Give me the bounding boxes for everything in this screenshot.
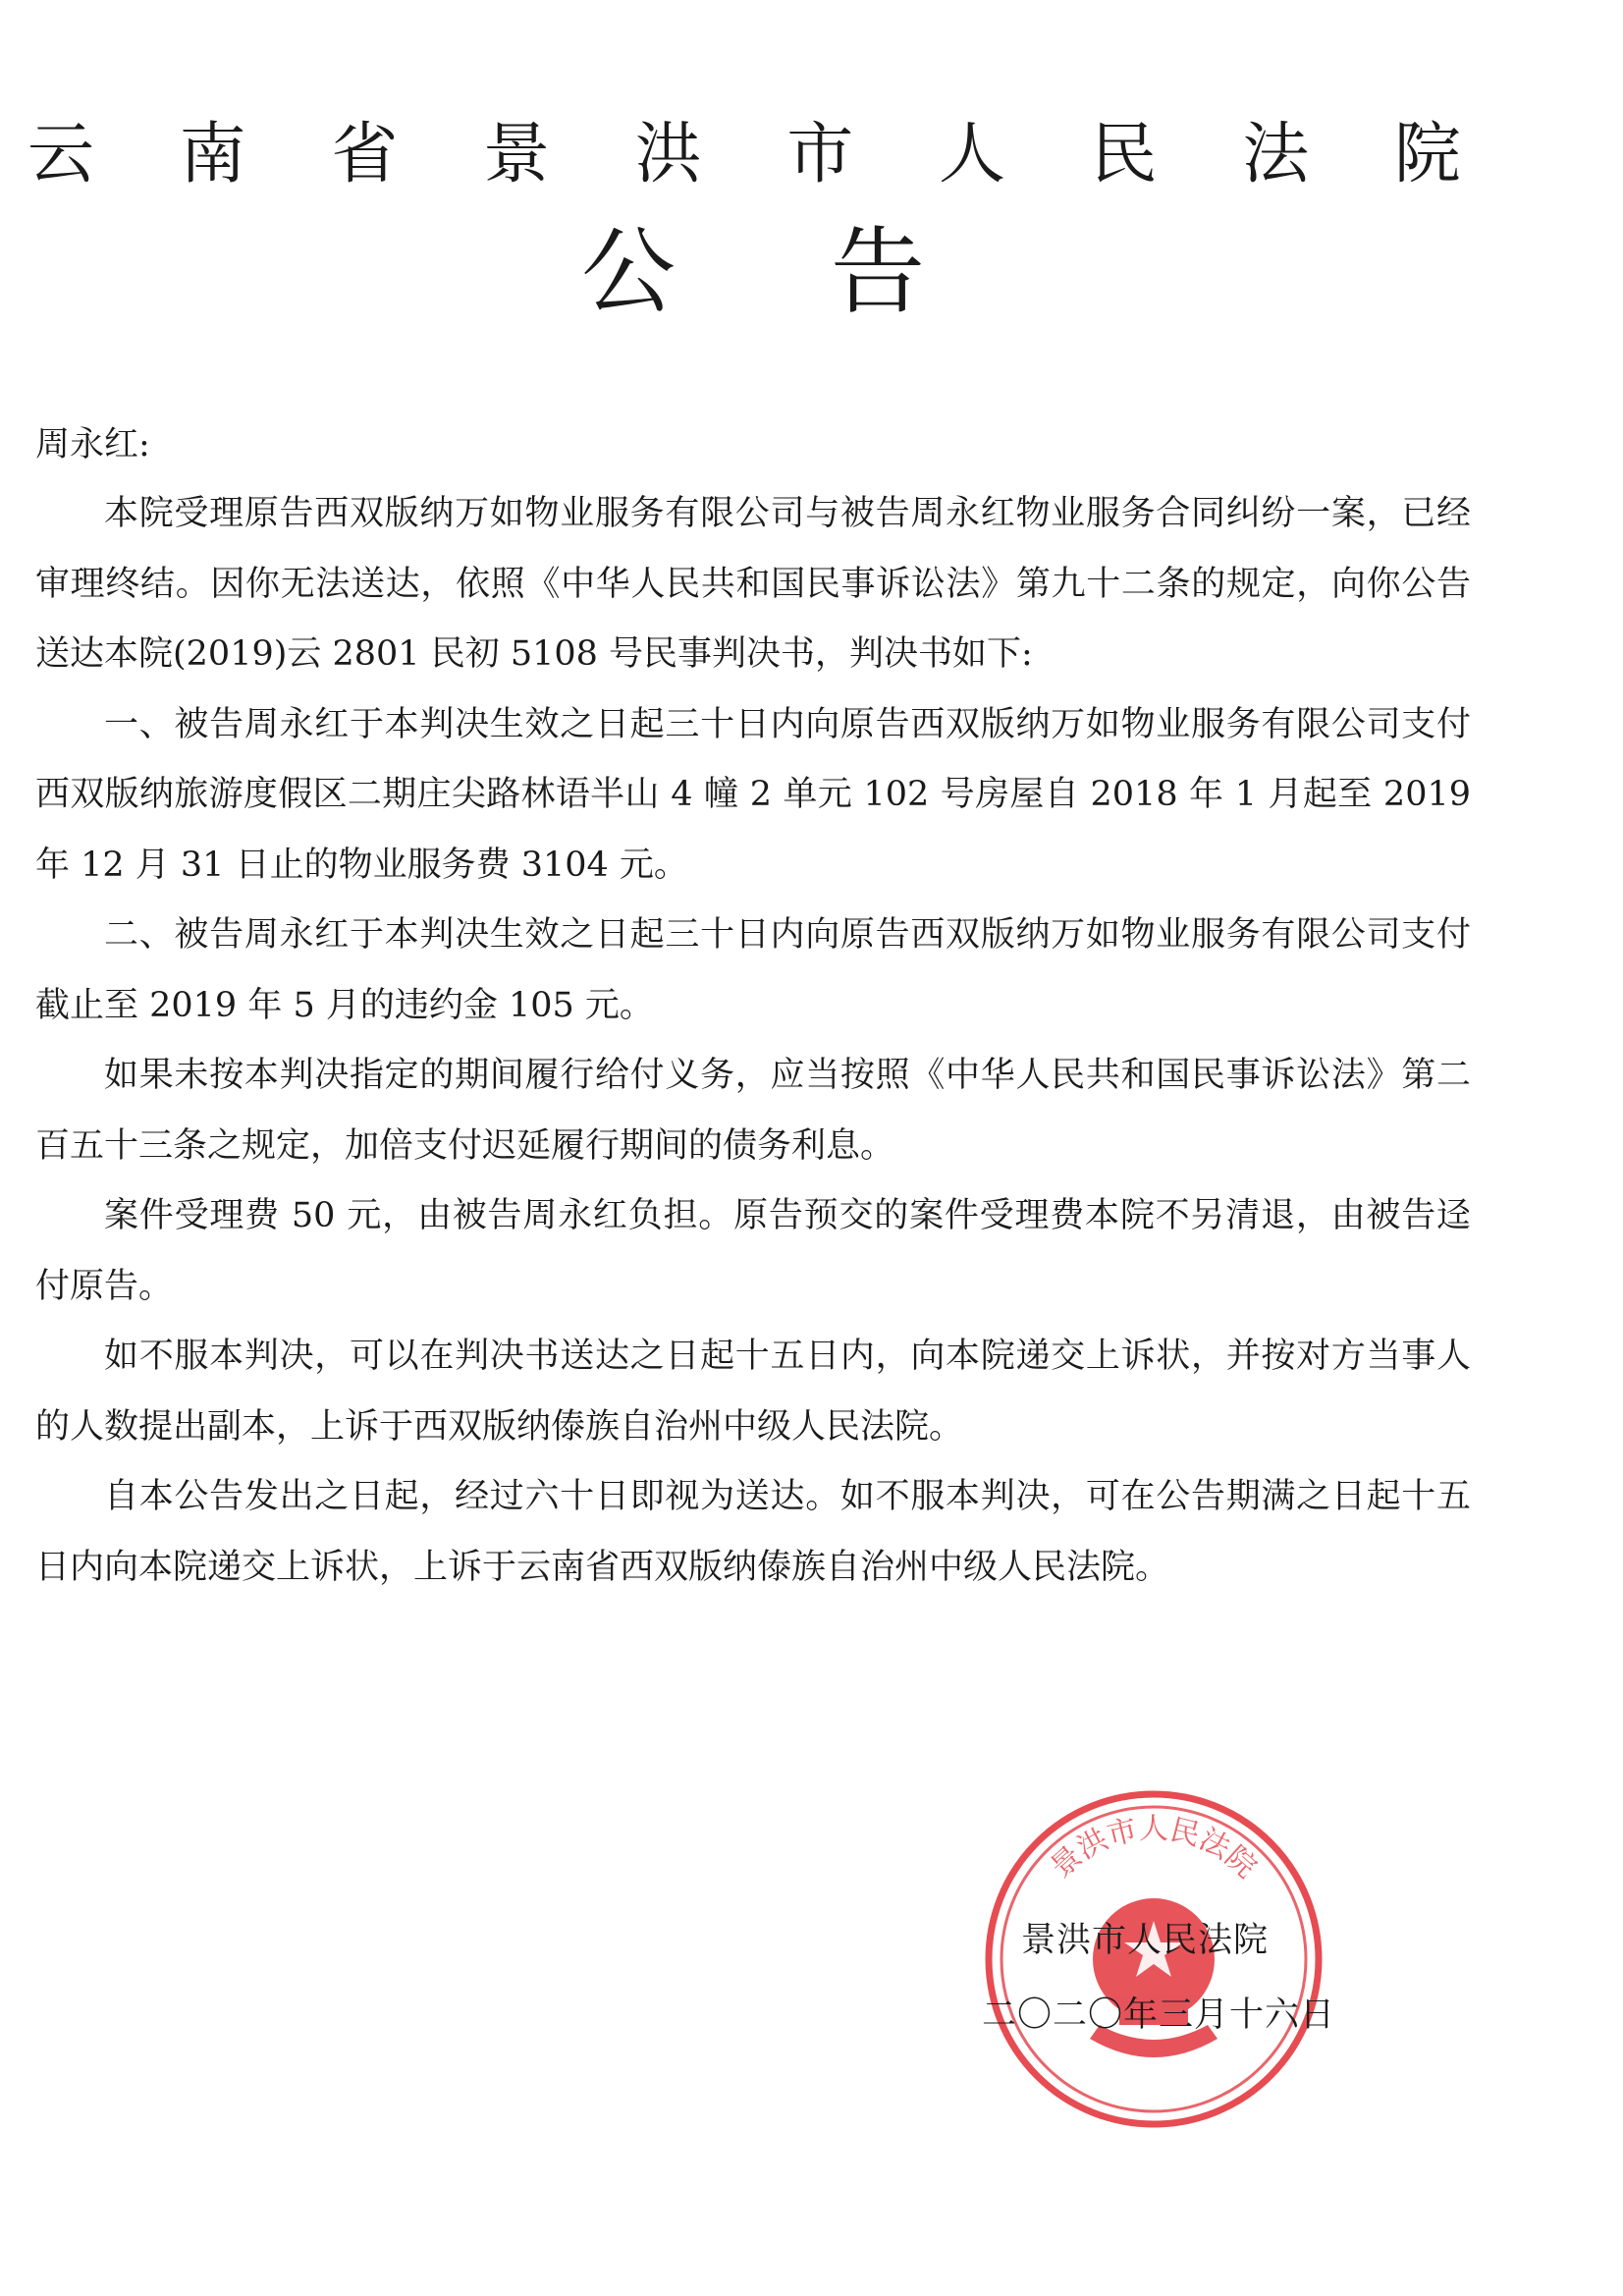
- paragraph-case-intro: 本院受理原告西双版纳万如物业服务有限公司与被告周永红物业服务合同纠纷一案，已经审理终结。因你无法送达，依照《中华人民共和国民事诉讼法》第九十二条的规定，向你公告送达本院(2019)云 2801 民初 5108 号民事判决书，判决书如下:: [35, 494, 1471, 674]
- paragraph-late-interest: 如果未按本判决指定的期间履行给付义务，应当按照《中华人民共和国民事诉讼法》第二百五十三条之规定，加倍支付迟延履行期间的债务利息。: [35, 1056, 1471, 1166]
- court-name-char: 市: [786, 116, 854, 193]
- court-name-char: 南: [179, 116, 246, 193]
- court-name-char: 民: [1090, 116, 1158, 193]
- signing-court: 景洪市人民法院: [1021, 1921, 1270, 1960]
- paragraph-judgment-item-1: 一、被告周永红于本判决生效之日起三十日内向原告西双版纳万如物业服务有限公司支付西双版纳旅游度假区二期庄尖路林语半山 4 幢 2 单元 102 号房屋自 2018 年 1 月起至 2019 年 12 月 31 日止的物业服务费 3104 元。: [35, 704, 1471, 885]
- notice-title: [581, 218, 925, 326]
- court-name-char: 院: [1393, 116, 1461, 193]
- court-name-char: 人: [938, 116, 1005, 193]
- signing-date: 二〇二〇年三月十六日: [982, 1995, 1336, 2035]
- court-name-char: 云: [27, 116, 95, 193]
- court-name-char: 景: [482, 116, 550, 193]
- signature-block: [982, 1903, 1335, 2052]
- addressee: 周永红:: [35, 425, 150, 465]
- court-name-char: 省: [331, 116, 399, 193]
- paragraph-appeal-rights: 如不服本判决，可以在判决书送达之日起十五日内，向本院递交上诉状，并按对方当事人的人数提出副本，上诉于西双版纳傣族自治州中级人民法院。: [35, 1337, 1471, 1447]
- notice-body: [35, 479, 1471, 1603]
- paragraph-case-fee: 案件受理费 50 元，由被告周永红负担。原告预交的案件受理费本院不另清退，由被告迳付原告。: [35, 1196, 1471, 1306]
- seal-text: 景洪市人民法院: [1044, 1812, 1264, 1886]
- court-name-char: 洪: [634, 116, 702, 193]
- paragraph-service-notice: 自本公告发出之日起，经过六十日即视为送达。如不服本判决，可在公告期满之日起十五日内向本院递交上诉状，上诉于云南省西双版纳傣族自治州中级人民法院。: [35, 1477, 1471, 1587]
- notice-title-char: 公: [581, 217, 676, 327]
- court-name-char: 法: [1242, 116, 1310, 193]
- court-name-heading: [27, 116, 1461, 194]
- notice-title-char: 告: [831, 217, 925, 327]
- paragraph-judgment-item-2: 二、被告周永红于本判决生效之日起三十日内向原告西双版纳万如物业服务有限公司支付截止至 2019 年 5 月的违约金 105 元。: [35, 915, 1471, 1025]
